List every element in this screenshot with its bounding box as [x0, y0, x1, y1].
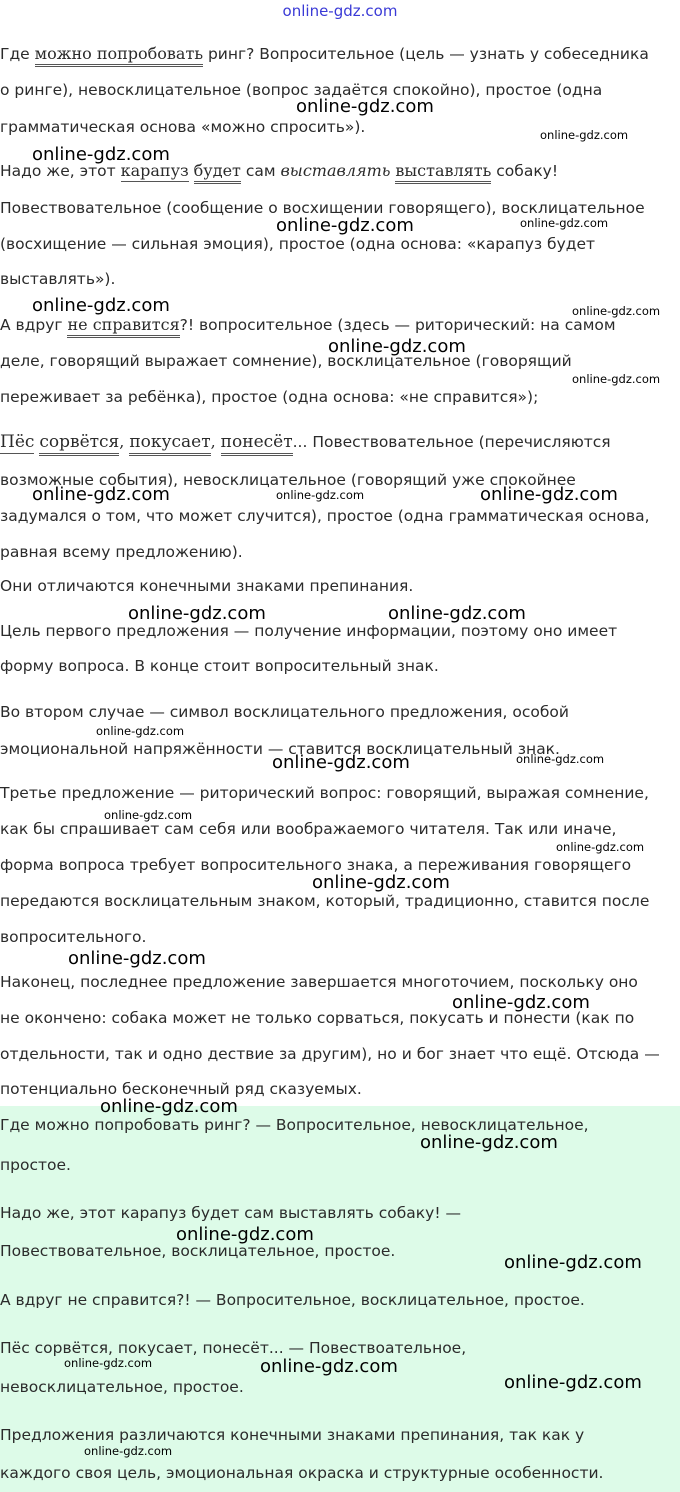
text-line: как бы спрашивает сам себя или воображаемого читателя. Так или иначе,: [0, 820, 617, 838]
watermark: online-gdz.com: [276, 488, 365, 502]
text-line: Надо же, этот карапуз будет сам выставлять собаку! —: [0, 1204, 461, 1222]
text-line: А вдруг не справится?! — Вопросительное, восклицательное, простое.: [0, 1291, 585, 1309]
text-line: передаются восклицательным знаком, который, традиционно, ставится после: [0, 892, 650, 910]
watermark: online-gdz.com: [452, 992, 590, 1013]
predicate-underlined: понесёт: [221, 432, 293, 456]
predicate-underlined: сорвётся: [39, 432, 119, 456]
text-line: простое.: [0, 1156, 71, 1174]
text-fragment: ринг? Вопросительное (цель — узнать у собеседника: [203, 45, 649, 63]
watermark: online-gdz.com: [540, 128, 629, 142]
watermark: online-gdz.com: [420, 1132, 558, 1153]
watermark: online-gdz.com: [276, 215, 414, 236]
text-line: Они отличаются конечными знаками препинания.: [0, 577, 414, 595]
text-line: Предложения различаются конечными знаками препинания, так как у: [0, 1426, 585, 1444]
text-line: отдельности, так и одно дествие за другим), но и бог знает что ещё. Отсюда —: [0, 1045, 660, 1063]
text-line: форму вопроса. В конце стоит вопросительный знак.: [0, 657, 439, 675]
italic-word: выставлять: [280, 161, 391, 180]
watermark: online-gdz.com: [516, 752, 605, 766]
watermark: online-gdz.com: [68, 948, 206, 969]
watermark: online-gdz.com: [100, 1096, 238, 1117]
text-line: каждого своя цель, эмоциональная окраска и структурные особенности.: [0, 1464, 604, 1482]
text-line: не окончено: собака может не только сорваться, покусать и понести (как по: [0, 1009, 635, 1027]
text-fragment: собаку!: [491, 162, 559, 180]
text-line: вопросительного.: [0, 928, 147, 946]
text-line: эмоциональной напряжённости — ставится восклицательный знак.: [0, 740, 560, 758]
watermark: online-gdz.com: [96, 724, 185, 738]
watermark: online-gdz.com: [572, 304, 661, 318]
text-line: грамматическая основа «можно спросить»).: [0, 118, 366, 136]
text-line: задумался о том, что может случится), простое (одна грамматическая основа,: [0, 507, 650, 525]
text-line: [0, 160, 558, 182]
text-line: Наконец, последнее предложение завершается многоточием, поскольку оно: [0, 973, 638, 991]
text-line: форма вопроса требует вопросительного знака, а переживания говорящего: [0, 856, 632, 874]
watermark: online-gdz.com: [176, 1224, 314, 1245]
text-line: [0, 314, 616, 336]
punctuation: ,: [119, 432, 125, 451]
text-fragment: Где: [0, 45, 35, 63]
watermark: online-gdz.com: [520, 216, 609, 230]
text-line: [0, 431, 611, 453]
text-line: Во втором случае — символ восклицательного предложения, особой: [0, 703, 569, 721]
watermark: online-gdz.com: [504, 1252, 642, 1273]
watermark: online-gdz.com: [128, 603, 266, 624]
text-line: переживает за ребёнка), простое (одна основа: «не справится»);: [0, 388, 539, 406]
text-line: Третье предложение — риторический вопрос: говорящий, выражая сомнение,: [0, 784, 649, 802]
text-line: деле, говорящий выражает сомнение), восклицательное (говорящий: [0, 352, 572, 370]
text-fragment: сам: [240, 162, 281, 180]
text-line: [0, 43, 649, 65]
watermark: online-gdz.com: [388, 603, 526, 624]
watermark: online-gdz.com: [32, 484, 170, 505]
text-fragment: Надо же, этот: [0, 162, 121, 180]
watermark: online-gdz.com: [312, 872, 450, 893]
predicate-underlined: будет: [194, 161, 241, 184]
text-line: Повествовательное, восклицательное, простое.: [0, 1242, 396, 1260]
watermark: online-gdz.com: [556, 840, 645, 854]
watermark: online-gdz.com: [328, 336, 466, 357]
watermark: online-gdz.com: [104, 808, 193, 822]
answer-box: [0, 1106, 680, 1492]
watermark: online-gdz.com: [84, 1444, 173, 1458]
watermark: online-gdz.com: [272, 752, 410, 773]
punctuation: ...: [292, 433, 308, 451]
predicate-underlined: покусает: [129, 432, 210, 456]
watermark: online-gdz.com: [504, 1372, 642, 1393]
watermark: online-gdz.com: [32, 295, 170, 316]
text-line: Повествовательное (сообщение о восхищении говорящего), восклицательное: [0, 199, 645, 217]
text-line: равная всему предложению).: [0, 543, 243, 561]
watermark: online-gdz.com: [572, 372, 661, 386]
text-line: Где можно попробовать ринг? — Вопросительное, невосклицательное,: [0, 1116, 589, 1134]
text-line: возможные события), невосклицательное (говорящий уже спокойнее: [0, 471, 576, 489]
predicate-underlined: выставлять: [395, 161, 491, 184]
predicate-underlined: можно попробовать: [35, 44, 203, 67]
watermark: online-gdz.com: [32, 144, 170, 165]
subject-underlined: Пёс: [0, 432, 35, 452]
text-line: Пёс сорвётся, покусает, понесёт... — Повествоательное,: [0, 1339, 467, 1357]
watermark: online-gdz.com: [480, 484, 618, 505]
watermark: online-gdz.com: [296, 96, 434, 117]
subject-underlined: карапуз: [120, 161, 189, 180]
text-line: о ринге), невосклицательное (вопрос задаётся спокойно), простое (одна: [0, 81, 603, 99]
predicate-underlined: не справится: [67, 315, 179, 338]
watermark: online-gdz.com: [260, 1356, 398, 1377]
text-line: выставлять»).: [0, 270, 116, 288]
text-line: невосклицательное, простое.: [0, 1378, 244, 1396]
text-fragment: А вдруг: [0, 316, 68, 334]
text-line: потенциально бесконечный ряд сказуемых.: [0, 1080, 362, 1098]
text-line: Цель первого предложения — получение информации, поэтому оно имеет: [0, 622, 618, 640]
text-fragment: ?! вопросительное (здесь — риторический: на самом: [179, 316, 616, 334]
site-header-link[interactable]: online-gdz.com: [282, 2, 398, 20]
text-fragment: Повествовательное (перечисляются: [307, 433, 611, 451]
text-line: (восхищение — сильная эмоция), простое (одна основа: «карапуз будет: [0, 235, 596, 253]
watermark: online-gdz.com: [64, 1356, 153, 1370]
punctuation: ,: [210, 432, 216, 451]
